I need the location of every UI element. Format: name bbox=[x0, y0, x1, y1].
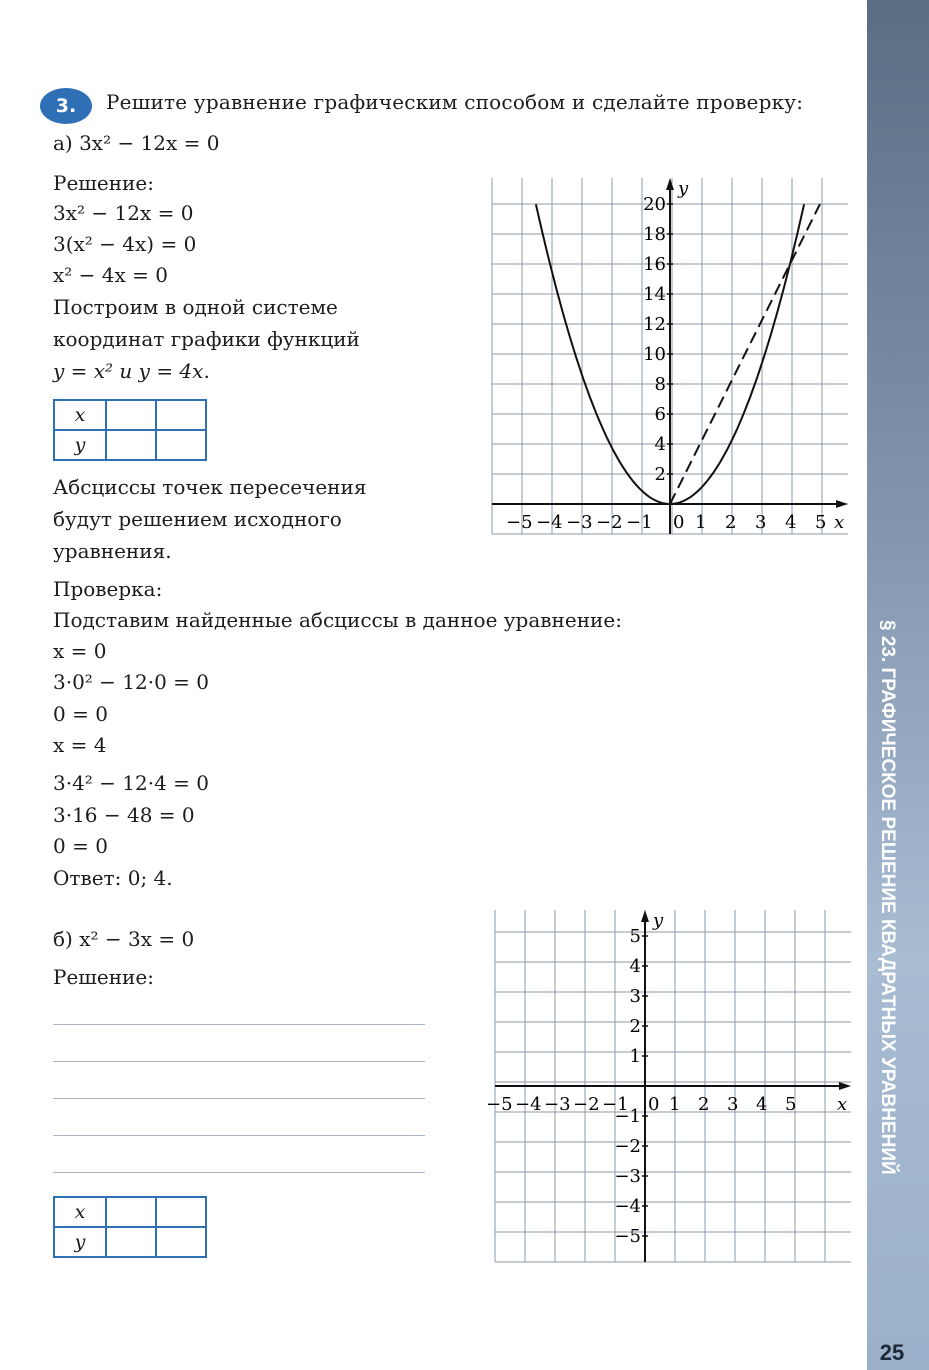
check-line: 3·0² − 12·0 = 0 bbox=[53, 670, 210, 694]
y-tick-label: 5 bbox=[629, 926, 641, 947]
x-tick-label: −2 bbox=[596, 512, 623, 533]
y-tick-label: 10 bbox=[643, 344, 666, 365]
part-a-equation: а) 3x² − 12x = 0 bbox=[53, 131, 220, 155]
part-a-text-3: y = x² и y = 4x. bbox=[53, 359, 210, 383]
y-axis-label: y bbox=[678, 178, 689, 199]
x-tick-label: −1 bbox=[602, 1094, 629, 1115]
part-a-after-3: уравнения. bbox=[53, 539, 172, 563]
part-a-step-1: 3x² − 12x = 0 bbox=[53, 201, 194, 225]
x-tick-label: −3 bbox=[566, 512, 593, 533]
y-tick-label: −5 bbox=[614, 1226, 641, 1247]
x-tick-label: 4 bbox=[785, 512, 797, 533]
y-tick-label: −2 bbox=[614, 1136, 641, 1157]
x-tick-label: 3 bbox=[727, 1094, 739, 1115]
part-b-solution-label: Решение: bbox=[53, 965, 154, 989]
x-tick-label: 2 bbox=[725, 512, 737, 533]
graph-a bbox=[490, 176, 850, 536]
x-tick-label: −3 bbox=[544, 1094, 571, 1115]
x-tick-label: 3 bbox=[755, 512, 767, 533]
answer-line[interactable] bbox=[53, 1061, 425, 1062]
table-cell[interactable] bbox=[106, 1227, 156, 1257]
check-line: 3·4² − 12·4 = 0 bbox=[53, 771, 210, 795]
table-cell[interactable] bbox=[156, 400, 206, 430]
check-line: 0 = 0 bbox=[53, 834, 108, 858]
x-tick-label: 2 bbox=[698, 1094, 710, 1115]
table-cell[interactable] bbox=[156, 430, 206, 460]
y-axis-arrow bbox=[641, 910, 649, 922]
y-tick-label: 4 bbox=[654, 434, 666, 455]
check-intro: Подставим найденные абсциссы в данное уравнение: bbox=[53, 608, 622, 632]
answer-line[interactable] bbox=[53, 1135, 425, 1136]
x-tick-label: −4 bbox=[536, 512, 563, 533]
table-cell[interactable] bbox=[106, 1197, 156, 1227]
page-number: 25 bbox=[879, 1340, 905, 1365]
table-x-label: x bbox=[54, 400, 106, 430]
part-a-step-3: x² − 4x = 0 bbox=[53, 263, 168, 287]
y-tick-label: 8 bbox=[654, 374, 666, 395]
part-b-equation: б) x² − 3x = 0 bbox=[53, 927, 195, 951]
part-a-step-2: 3(x² − 4x) = 0 bbox=[53, 232, 197, 256]
part-a-text-1: Построим в одной системе bbox=[53, 295, 338, 319]
y-axis-arrow bbox=[666, 178, 674, 190]
x-tick-label: −1 bbox=[626, 512, 653, 533]
x-tick-label: 0 bbox=[648, 1094, 660, 1115]
x-tick-label: −2 bbox=[573, 1094, 600, 1115]
x-tick-label: 5 bbox=[785, 1094, 797, 1115]
y-tick-label: −3 bbox=[614, 1166, 641, 1187]
x-tick-label: −4 bbox=[515, 1094, 542, 1115]
x-tick-label: 1 bbox=[669, 1094, 681, 1115]
table-cell[interactable] bbox=[156, 1197, 206, 1227]
y-tick-label: 14 bbox=[643, 284, 666, 305]
table-cell[interactable] bbox=[106, 430, 156, 460]
y-tick-label: −4 bbox=[614, 1196, 641, 1217]
part-a-value-table bbox=[53, 399, 207, 461]
x-axis-label: x bbox=[837, 1094, 848, 1115]
graph-b bbox=[486, 908, 853, 1264]
table-y-label: y bbox=[54, 430, 106, 460]
x-tick-label: 1 bbox=[695, 512, 707, 533]
y-tick-label: 1 bbox=[629, 1046, 641, 1067]
y-tick-label: 18 bbox=[643, 224, 666, 245]
answer: Ответ: 0; 4. bbox=[53, 866, 173, 890]
y-axis-label: y bbox=[653, 910, 664, 931]
part-a-after-1: Абсциссы точек пересечения bbox=[53, 475, 367, 499]
part-a-after-2: будут решением исходного bbox=[53, 507, 342, 531]
x-tick-label: 0 bbox=[673, 512, 685, 533]
y-tick-label: 20 bbox=[643, 194, 666, 215]
part-a-solution-label: Решение: bbox=[53, 171, 154, 195]
y-tick-label: 6 bbox=[654, 404, 666, 425]
x-tick-label: 5 bbox=[815, 512, 827, 533]
y-tick-label: 2 bbox=[629, 1016, 641, 1037]
check-line: 0 = 0 bbox=[53, 702, 108, 726]
part-a-text-2: координат графики функций bbox=[53, 327, 360, 351]
x-axis-arrow bbox=[839, 1082, 851, 1090]
x-tick-label: 4 bbox=[756, 1094, 768, 1115]
y-tick-label: 2 bbox=[654, 464, 666, 485]
chapter-title: § 23. ГРАФИЧЕСКОЕ РЕШЕНИЕ КВАДРАТНЫХ УРАВНЕНИЙ bbox=[877, 620, 898, 1175]
answer-line[interactable] bbox=[53, 1024, 425, 1025]
task-title: Решите уравнение графическим способом и сделайте проверку: bbox=[106, 90, 804, 114]
check-line: x = 4 bbox=[53, 733, 107, 757]
answer-line[interactable] bbox=[53, 1098, 425, 1099]
x-axis-arrow bbox=[836, 500, 848, 508]
table-cell[interactable] bbox=[156, 1227, 206, 1257]
y-tick-label: 16 bbox=[643, 254, 666, 275]
y-tick-label: −1 bbox=[614, 1106, 641, 1127]
part-b-value-table bbox=[53, 1196, 207, 1258]
x-axis-label: x bbox=[834, 512, 845, 533]
answer-line[interactable] bbox=[53, 1172, 425, 1173]
table-x-label: x bbox=[54, 1197, 106, 1227]
y-tick-label: 3 bbox=[629, 986, 641, 1007]
y-tick-label: 4 bbox=[629, 956, 641, 977]
check-line: 3·16 − 48 = 0 bbox=[53, 803, 195, 827]
x-tick-label: −5 bbox=[486, 1094, 513, 1115]
x-tick-label: −5 bbox=[506, 512, 533, 533]
task-number-badge: 3. bbox=[40, 88, 92, 124]
check-label: Проверка: bbox=[53, 577, 163, 601]
y-tick-label: 12 bbox=[643, 314, 666, 335]
check-line: x = 0 bbox=[53, 639, 107, 663]
table-cell[interactable] bbox=[106, 400, 156, 430]
table-y-label: y bbox=[54, 1227, 106, 1257]
